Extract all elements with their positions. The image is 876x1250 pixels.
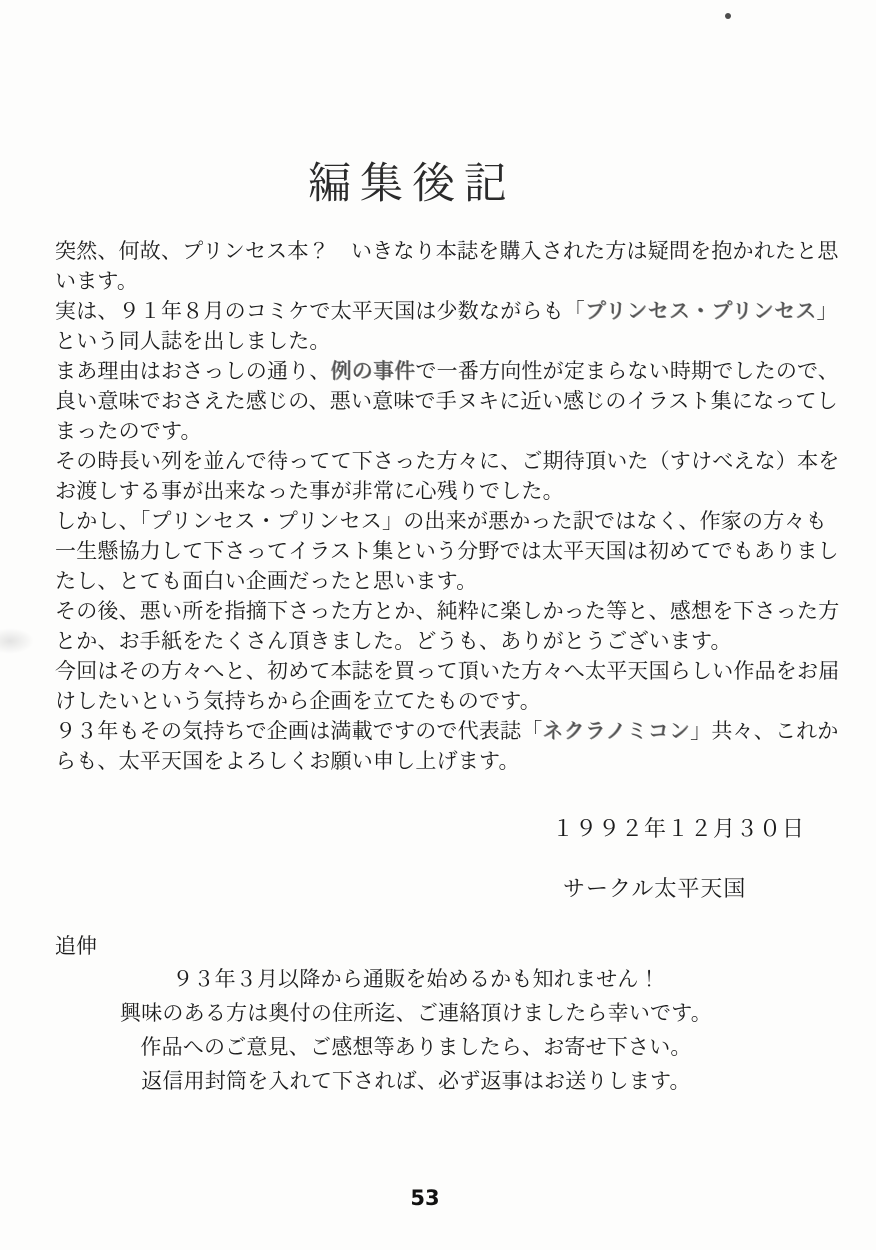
- body-text-run: 実は、９１年８月のコミケで太平天国は少数ながらも「: [55, 299, 585, 323]
- body-text-run: 」: [816, 299, 838, 323]
- body-line: [55, 296, 845, 326]
- body-line: [55, 326, 845, 356]
- body-text-run: けしたいという気持ちから企画を立てたものです。: [55, 689, 541, 713]
- body-line: [55, 356, 845, 386]
- body-line: [55, 416, 845, 446]
- body-line: [55, 536, 845, 566]
- body-text-run: らも、太平天国をよろしくお願い申し上げます。: [55, 749, 520, 773]
- body-line: [55, 596, 845, 626]
- body-line: [55, 506, 845, 536]
- body-text-run: 今回はその方々へと、初めて本誌を買って頂いた方々へ太平天国らしい作品をお届: [55, 659, 840, 683]
- distressed-text: ネクラノミコン: [542, 719, 691, 743]
- body-line: [55, 656, 845, 686]
- body-text-run: ９３年もその気持ちで企画は満載ですので代表誌「: [55, 719, 543, 743]
- body-text-run: たし、とても面白い企画だったと思います。: [55, 569, 478, 593]
- body-text-run: その後、悪い所を指摘下さった方とか、純粋に楽しかった等と、感想を下さった方: [55, 599, 840, 623]
- body-text-run: とか、お手紙をたくさん頂きました。どうも、ありがとうございます。: [55, 629, 732, 653]
- body-line: [55, 626, 845, 656]
- body-text-run: 」共々、これか: [690, 719, 839, 743]
- body-line: [55, 476, 845, 506]
- date-line: １９９２年１２月３０日: [552, 816, 806, 841]
- postscript-label: 追伸: [55, 934, 97, 958]
- body-line: [55, 446, 845, 476]
- body-line: [55, 686, 845, 716]
- body-text-run: で一番方向性が定まらない時期でしたので、: [415, 359, 839, 383]
- page-title: 編集後記: [308, 161, 516, 208]
- body-line: [55, 716, 845, 746]
- body-text-run: お渡しする事が出来なった事が非常に心残りでした。: [55, 479, 564, 503]
- postscript-line: 返信用封筒を入れて下されば、必ず返事はお送りします。: [141, 1069, 691, 1093]
- body-text-run: その時長い列を並んで待ってて下さった方々に、ご期待頂いた（すけべえな）本を: [55, 449, 840, 473]
- body-text-run: まあ理由はおさっしの通り、: [55, 359, 331, 383]
- body-text-run: 一生懸協力して下さってイラスト集という分野では太平天国は初めてでもありまし: [55, 539, 839, 563]
- body-text-run: という同人誌を出しました。: [55, 329, 331, 353]
- scan-speck: [725, 13, 731, 19]
- distressed-text: プリンセス・プリンセス: [585, 299, 817, 323]
- distressed-text: 例の事件: [330, 359, 416, 383]
- postscript-line: 作品へのご意見、ご感想等ありましたら、お寄せ下さい。: [140, 1035, 692, 1059]
- postscript-lines: [0, 962, 832, 1098]
- postscript-line: 興味のある方は奥付の住所迄、ご連絡頂けましたら幸いです。: [120, 1001, 712, 1025]
- body-text-run: 突然、何故、プリンセス本？ いきなり本誌を購入された方は疑問を抱かれたと思: [55, 239, 839, 263]
- body-line: [55, 236, 845, 266]
- afterword-body: [55, 236, 845, 776]
- body-line: [55, 566, 845, 596]
- circle-signature: サークル太平天国: [563, 876, 747, 901]
- postscript-line: ９３年３月以降から通販を始めるかも知れません！: [172, 967, 660, 991]
- body-text-run: 良い意味でおさえた感じの、悪い意味で手ヌキに近い感じのイラスト集になってし: [55, 389, 838, 413]
- body-text-run: まったのです。: [55, 419, 202, 443]
- body-line: [55, 386, 845, 416]
- body-text-run: います。: [55, 269, 139, 293]
- page-number: 53: [410, 1186, 440, 1210]
- body-line: [55, 746, 845, 776]
- scan-smudge: [0, 628, 34, 654]
- body-text-run: しかし、「プリンセス・プリンセス」の出来が悪かった訳ではなく、作家の方々も: [55, 509, 827, 533]
- body-line: [55, 266, 845, 296]
